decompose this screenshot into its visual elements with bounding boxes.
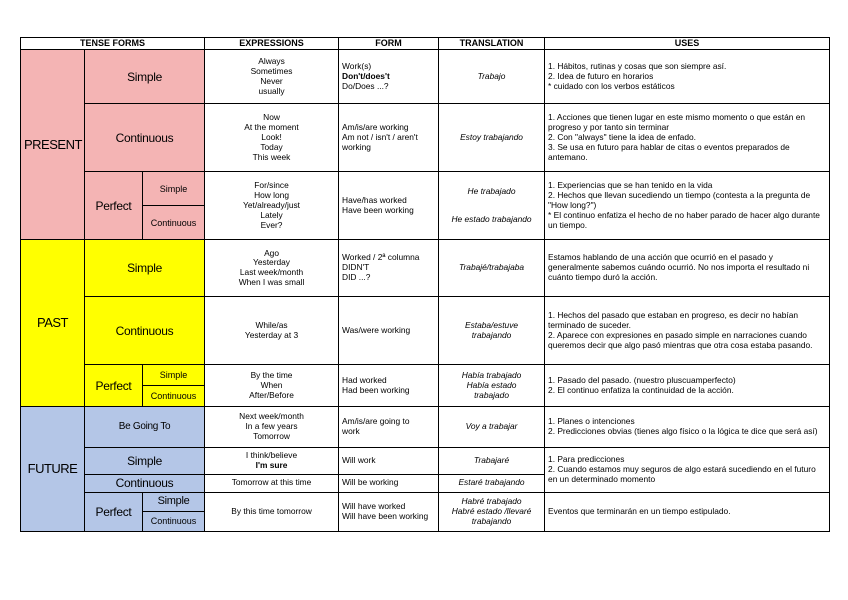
future-perfect-uses: Eventos que terminarán en un tiempo estipulado. bbox=[545, 492, 830, 531]
future-simple-expressions: I think/believe I'm sure bbox=[205, 448, 339, 475]
present-perfect-continuous-label: Continuous bbox=[143, 206, 205, 240]
future-going-to-label: Be Going To bbox=[85, 406, 205, 447]
future-simple-row bbox=[21, 448, 830, 475]
past-perfect-simple-label: Simple bbox=[143, 365, 205, 386]
future-perfect-label: Perfect bbox=[85, 492, 143, 531]
future-label: FUTURE bbox=[21, 406, 85, 531]
present-simple-row bbox=[21, 50, 830, 104]
present-simple-expressions: Always Sometimes Never usually bbox=[205, 50, 339, 104]
present-continuous-label: Continuous bbox=[85, 104, 205, 172]
future-perfect-simple-label: Simple bbox=[143, 492, 205, 512]
header-form: FORM bbox=[339, 38, 439, 50]
past-perfect-simple-row bbox=[21, 365, 830, 386]
past-simple-row bbox=[21, 240, 830, 297]
past-continuous-translation: Estaba/estuve trabajando bbox=[439, 297, 545, 365]
past-perfect-label: Perfect bbox=[85, 365, 143, 406]
present-continuous-uses: 1. Acciones que tienen lugar en este mismo momento o que están en progreso y por tanto sin terminar 2. Con "always" tiene la idea de enfado. 3. Se usa en futuro para hablar de citas o eventos preparados de antemano. bbox=[545, 104, 830, 172]
future-going-to-row bbox=[21, 406, 830, 447]
future-simple-form: Will work bbox=[339, 448, 439, 475]
present-perfect-form: Have/has worked Have been working bbox=[339, 172, 439, 240]
present-perfect-label: Perfect bbox=[85, 172, 143, 240]
past-perfect-form: Had worked Had been working bbox=[339, 365, 439, 406]
future-continuous-form: Will be working bbox=[339, 474, 439, 492]
present-continuous-expressions: Now At the moment Look! Today This week bbox=[205, 104, 339, 172]
past-continuous-label: Continuous bbox=[85, 297, 205, 365]
present-perfect-uses: 1. Experiencias que se han tenido en la vida 2. Hechos que llevan sucediendo un tiempo (contesta a la pregunta de "How long?") * El continuo enfatiza el hecho de no haber parado de hacer algo durante un tiempo. bbox=[545, 172, 830, 240]
past-continuous-expressions: While/as Yesterday at 3 bbox=[205, 297, 339, 365]
present-perfect-translation: He trabajado He estado trabajando bbox=[439, 172, 545, 240]
past-simple-label: Simple bbox=[85, 240, 205, 297]
present-continuous-form: Am/is/are working Am not / isn't / aren't working bbox=[339, 104, 439, 172]
header-row bbox=[21, 38, 830, 50]
past-perfect-uses: 1. Pasado del pasado. (nuestro pluscuamperfecto) 2. El continuo enfatiza la continuidad de la acción. bbox=[545, 365, 830, 406]
future-going-to-translation: Voy a trabajar bbox=[439, 406, 545, 447]
present-continuous-translation: Estoy trabajando bbox=[439, 104, 545, 172]
future-continuous-label: Continuous bbox=[85, 474, 205, 492]
future-perfect-form: Will have worked Will have been working bbox=[339, 492, 439, 531]
header-expressions: EXPRESSIONS bbox=[205, 38, 339, 50]
tense-table bbox=[20, 37, 830, 532]
present-simple-translation: Trabajo bbox=[439, 50, 545, 104]
past-simple-uses: Estamos hablando de una acción que ocurrió en el pasado y generalmente sabemos cuándo ocurrió. No nos importa el resultado ni cuánto tiempo duró la acción. bbox=[545, 240, 830, 297]
past-simple-form: Worked / 2ª columna DIDN'T DID ...? bbox=[339, 240, 439, 297]
past-perfect-translation: Había trabajado Había estado trabajado bbox=[439, 365, 545, 406]
past-continuous-row bbox=[21, 297, 830, 365]
future-going-to-form: Am/is/are going to work bbox=[339, 406, 439, 447]
future-perfect-continuous-label: Continuous bbox=[143, 512, 205, 532]
future-simple-label: Simple bbox=[85, 448, 205, 475]
present-continuous-row bbox=[21, 104, 830, 172]
future-going-to-uses: 1. Planes o intenciones 2. Predicciones obvias (tienes algo físico o la lógica te dice que será así) bbox=[545, 406, 830, 447]
header-translation: TRANSLATION bbox=[439, 38, 545, 50]
past-perfect-expressions: By the time When After/Before bbox=[205, 365, 339, 406]
present-perfect-simple-row bbox=[21, 172, 830, 206]
past-perfect-continuous-label: Continuous bbox=[143, 386, 205, 407]
future-perfect-expressions: By this time tomorrow bbox=[205, 492, 339, 531]
past-label: PAST bbox=[21, 240, 85, 406]
past-continuous-uses: 1. Hechos del pasado que estaban en progreso, es decir no habían terminado de suceder. 2. Aparece con expresiones en pasado simple en narraciones cuando queremos decir que algo pasó mientras que otra cosa estaba pasando. bbox=[545, 297, 830, 365]
present-label: PRESENT bbox=[21, 50, 85, 240]
future-continuous-translation: Estaré trabajando bbox=[439, 474, 545, 492]
present-perfect-simple-label: Simple bbox=[143, 172, 205, 206]
header-tense-forms: TENSE FORMS bbox=[21, 38, 205, 50]
past-simple-expressions: Ago Yesterday Last week/month When I was small bbox=[205, 240, 339, 297]
past-simple-translation: Trabajé/trabajaba bbox=[439, 240, 545, 297]
future-continuous-expressions: Tomorrow at this time bbox=[205, 474, 339, 492]
header-uses: USES bbox=[545, 38, 830, 50]
present-simple-label: Simple bbox=[85, 50, 205, 104]
past-continuous-form: Was/were working bbox=[339, 297, 439, 365]
future-going-to-expressions: Next week/month In a few years Tomorrow bbox=[205, 406, 339, 447]
future-simple-translation: Trabajaré bbox=[439, 448, 545, 475]
future-perfect-translation: Habré trabajado Habré estado /llevaré trabajando bbox=[439, 492, 545, 531]
future-simple-uses: 1. Para predicciones 2. Cuando estamos muy seguros de algo estará sucediendo en el futuro en un determinado momento bbox=[545, 448, 830, 493]
future-perfect-simple-row bbox=[21, 492, 830, 512]
present-simple-uses: 1. Hábitos, rutinas y cosas que son siempre así. 2. Idea de futuro en horarios * cuidado con los verbos estáticos bbox=[545, 50, 830, 104]
present-simple-form: Work(s) Don't/does't Do/Does ...? bbox=[339, 50, 439, 104]
present-perfect-expressions: For/since How long Yet/already/just Lately Ever? bbox=[205, 172, 339, 240]
